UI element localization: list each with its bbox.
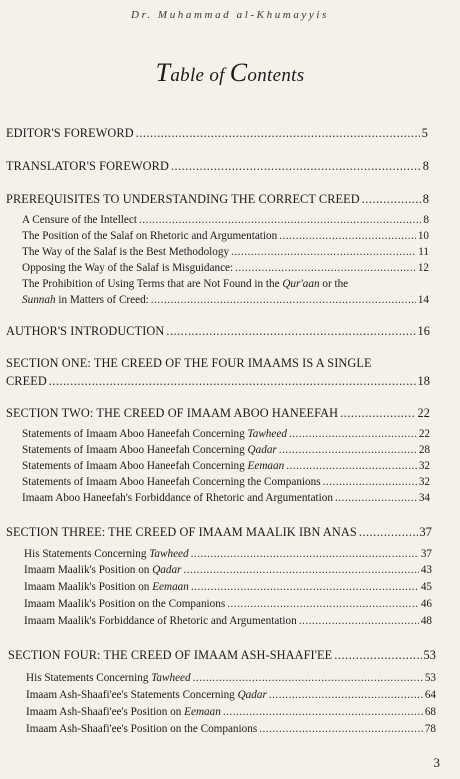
title-cap-2: C <box>229 58 248 87</box>
leader-dots <box>136 126 420 141</box>
toc-entry-shaafi-emaan[interactable]: Imaam Ash-Shaafi'ee's Position on Eemaan ..... 68 <box>26 706 436 718</box>
toc-entry-prerequisites[interactable]: PREREQUISITES TO UNDERSTANDING THE CORRECT CREED ..... 8 <box>6 192 429 207</box>
title-rest-2: ontents <box>247 65 305 86</box>
leader-dots <box>259 723 423 735</box>
page-title <box>0 58 460 88</box>
toc-entry-abu-qadar[interactable]: Statements of Imaam Aboo Haneefah Concerning Qadar ..... 28 <box>22 444 430 456</box>
leader-dots <box>335 492 417 504</box>
toc-entry-censure[interactable]: A Censure of the Intellect ..... 8 <box>22 214 429 226</box>
toc-entry-maalik-emaan[interactable]: Imaam Maalik's Position on Eemaan ..... 45 <box>24 581 432 593</box>
toc-entry-authors-introduction[interactable]: AUTHOR'S INTRODUCTION ..... 16 <box>6 324 430 339</box>
toc-entry-section-one-line1[interactable]: SECTION ONE: THE CREED OF THE FOUR IMAAMS IS A SINGLE <box>6 356 372 370</box>
title-rest-1: able of <box>170 65 230 86</box>
leader-dots <box>323 476 417 488</box>
toc-entry-maalik-tawheed[interactable]: His Statements Concerning Tawheed ..... 37 <box>24 548 432 560</box>
page-number: 3 <box>433 755 440 770</box>
toc-entry-translators-foreword[interactable]: TRANSLATOR'S FOREWORD ..... 8 <box>6 159 429 174</box>
toc-entry-abu-companions[interactable]: Statements of Imaam Aboo Haneefah Concerning the Companions ..... 32 <box>22 476 430 488</box>
toc-entry-section-four[interactable]: SECTION FOUR: THE CREED OF IMAAM ASH-SHAAFI'EE ..... 53 <box>8 648 436 663</box>
leader-dots <box>279 444 417 456</box>
toc-entry-section-three[interactable]: SECTION THREE: THE CREED OF IMAAM MAALIK IBN ANAS ..... 37 <box>6 525 432 540</box>
toc-entry-shaafi-qadar[interactable]: Imaam Ash-Shaafi'ee's Statements Concerning Qadar ..... 64 <box>26 689 436 701</box>
leader-dots <box>49 374 416 389</box>
toc-entry-abu-rhetoric[interactable]: Imaam Aboo Haneefah's Forbiddance of Rhetoric and Argumentation ..... 34 <box>22 492 430 504</box>
toc-entry-editors-foreword[interactable]: EDITOR'S FOREWORD ..... 5 <box>6 126 428 141</box>
running-head: Dr. Muhammad al-Khumayyis <box>131 9 329 21</box>
leader-dots <box>289 428 417 440</box>
toc-entry-shaafi-companions[interactable]: Imaam Ash-Shaafi'ee's Position on the Companions ..... 78 <box>26 723 436 735</box>
toc-entry-section-two[interactable]: SECTION TWO: THE CREED OF IMAAM ABOO HANEEFAH ..... 22 <box>6 406 430 421</box>
toc-entry-salaf-rhetoric[interactable]: The Position of the Salaf on Rhetoric and Argumentation ..... 10 <box>22 230 429 242</box>
leader-dots <box>299 615 419 627</box>
leader-dots <box>193 672 423 684</box>
leader-dots <box>151 294 416 306</box>
leader-dots <box>223 706 423 718</box>
toc-entry-maalik-companions[interactable]: Imaam Maalik's Position on the Companions ..... 46 <box>24 598 432 610</box>
leader-dots <box>231 246 416 258</box>
leader-dots <box>359 525 418 540</box>
leader-dots <box>171 159 421 174</box>
toc-entry-abu-tawheed[interactable]: Statements of Imaam Aboo Haneefah Concerning Tawheed ..... 22 <box>22 428 430 440</box>
toc-entry-prohibition-line1[interactable]: The Prohibition of Using Terms that are Not Found in the Qur'aan or the <box>22 278 349 290</box>
leader-dots <box>362 192 421 207</box>
toc-entry-shaafi-tawheed[interactable]: His Statements Concerning Tawheed ..... 53 <box>26 672 436 684</box>
leader-dots <box>139 214 421 226</box>
leader-dots <box>166 324 415 339</box>
toc-entry-maalik-qadar[interactable]: Imaam Maalik's Position on Qadar ..... 43 <box>24 564 432 576</box>
leader-dots <box>227 598 419 610</box>
toc-entry-prohibition-line2[interactable]: Sunnah in Matters of Creed: ..... 14 <box>22 294 429 306</box>
toc-entry-abu-emaan[interactable]: Statements of Imaam Aboo Haneefah Concerning Eemaan ..... 32 <box>22 460 430 472</box>
leader-dots <box>279 230 416 242</box>
leader-dots <box>191 581 419 593</box>
leader-dots <box>340 406 415 421</box>
toc-entry-maalik-rhetoric[interactable]: Imaam Maalik's Forbiddance of Rhetoric and Argumentation ..... 48 <box>24 615 432 627</box>
toc-entry-section-one-line2[interactable]: CREED ..... 18 <box>6 374 430 389</box>
toc-entry-opposing-salaf[interactable]: Opposing the Way of the Salaf is Misguidance: ..... 12 <box>22 262 429 274</box>
leader-dots <box>183 564 418 576</box>
leader-dots <box>286 460 417 472</box>
leader-dots <box>191 548 419 560</box>
leader-dots <box>235 262 416 274</box>
toc-entry-salaf-best[interactable]: The Way of the Salaf is the Best Methodology ..... 11 <box>22 246 429 258</box>
leader-dots <box>334 648 421 663</box>
title-cap-1: T <box>155 58 171 87</box>
leader-dots <box>269 689 423 701</box>
